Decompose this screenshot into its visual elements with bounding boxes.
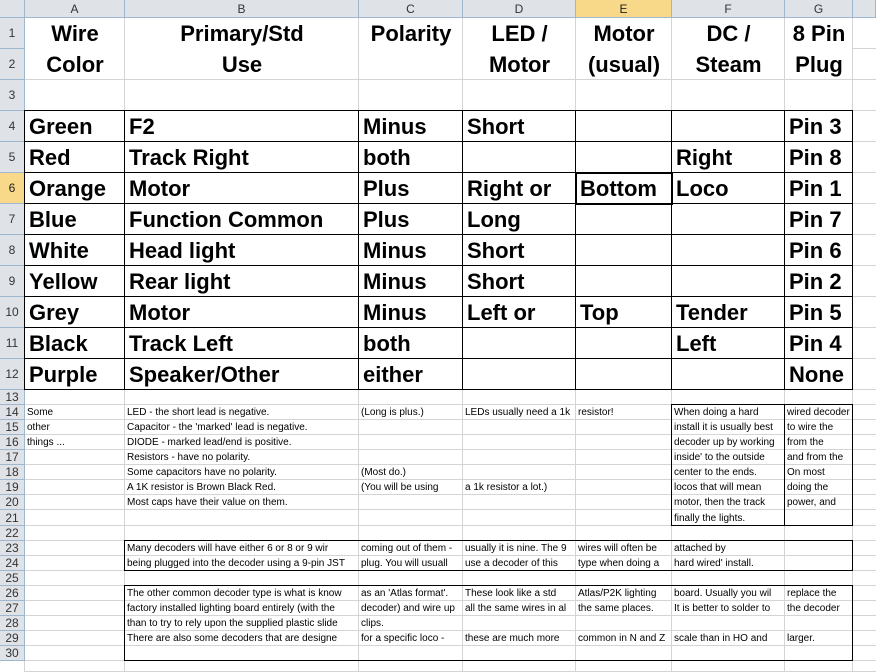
row-header-19[interactable]: 19 bbox=[0, 480, 25, 495]
box2-cell-E[interactable]: type when doing a bbox=[578, 558, 660, 569]
box2-cell-B[interactable]: Many decoders will have either 6 or 8 or 9 wir bbox=[127, 543, 329, 554]
box3-cell-C[interactable]: decoder) and wire up bbox=[361, 603, 455, 614]
header-cell-G-line1[interactable]: 8 Pin bbox=[792, 20, 846, 46]
box3-cell-G[interactable]: the decoder bbox=[787, 603, 840, 614]
wire-cell-F[interactable] bbox=[672, 204, 784, 235]
table-border-vertical bbox=[462, 110, 463, 390]
row-header-14[interactable]: 14 bbox=[0, 405, 25, 420]
wire-cell-G[interactable]: Pin 7 bbox=[789, 206, 842, 232]
wire-cell-G[interactable]: Pin 2 bbox=[789, 268, 842, 294]
wire-cell-A[interactable]: Yellow bbox=[29, 268, 98, 294]
notes-cell-E[interactable] bbox=[576, 510, 671, 526]
notes-cell-A[interactable] bbox=[25, 495, 124, 510]
wire-cell-B[interactable]: Track Left bbox=[129, 330, 233, 356]
box3-cell-C[interactable]: clips. bbox=[361, 618, 384, 629]
header-cell-C-line2[interactable] bbox=[359, 49, 463, 80]
table-border-horizontal bbox=[24, 234, 853, 235]
table-border-vertical bbox=[784, 110, 785, 390]
header-mask bbox=[785, 48, 852, 50]
table-border-horizontal bbox=[24, 203, 853, 204]
row-header-25[interactable]: 25 bbox=[0, 571, 25, 586]
row-header-16[interactable]: 16 bbox=[0, 435, 25, 450]
notes-cell-G[interactable]: to wire the bbox=[787, 422, 834, 433]
notes-cell-C[interactable] bbox=[359, 510, 462, 526]
row-header-27[interactable]: 27 bbox=[0, 601, 25, 616]
table-border-horizontal bbox=[24, 296, 853, 297]
header-cell-B-line1[interactable]: Primary/Std bbox=[180, 20, 304, 46]
table-border-horizontal bbox=[24, 358, 853, 359]
box3-cell-G[interactable]: larger. bbox=[787, 633, 815, 644]
wire-cell-B[interactable]: Track Right bbox=[129, 144, 249, 170]
header-mask bbox=[125, 48, 358, 50]
box2-cell-D[interactable]: usually it is nine. The 9 bbox=[465, 543, 567, 554]
row-header-13[interactable]: 13 bbox=[0, 390, 25, 405]
row-header-7[interactable]: 7 bbox=[0, 204, 25, 235]
box3-cell-B[interactable]: The other common decoder type is what is know bbox=[127, 588, 342, 599]
column-header-E[interactable]: E bbox=[576, 0, 672, 18]
box3-cell-F[interactable]: scale than in HO and bbox=[674, 633, 768, 644]
wire-cell-D[interactable] bbox=[463, 142, 575, 173]
notes-cell-D[interactable] bbox=[463, 510, 575, 526]
notes-cell-C[interactable] bbox=[359, 420, 462, 435]
box3-cell-B[interactable]: than to try to rely upon the supplied plastic slide bbox=[127, 618, 338, 629]
box2-border bbox=[852, 540, 853, 571]
notes-cell-F[interactable]: inside' to the outside bbox=[674, 452, 765, 463]
row-header-3[interactable]: 3 bbox=[0, 80, 25, 111]
table-border-horizontal bbox=[24, 172, 853, 173]
box2-cell-F[interactable]: attached by bbox=[674, 543, 726, 554]
row-header-26[interactable]: 26 bbox=[0, 586, 25, 601]
box3-cell-D[interactable]: these are much more bbox=[465, 633, 560, 644]
row-header-30[interactable]: 30 bbox=[0, 646, 25, 661]
box3-cell-D[interactable]: all the same wires in al bbox=[465, 603, 567, 614]
wire-cell-A[interactable]: Red bbox=[29, 144, 71, 170]
notes-cell-B[interactable] bbox=[125, 510, 358, 526]
wire-cell-G[interactable]: Pin 6 bbox=[789, 237, 842, 263]
wire-cell-C[interactable]: both bbox=[363, 144, 411, 170]
wire-cell-D[interactable]: Short bbox=[467, 268, 525, 294]
row-header-15[interactable]: 15 bbox=[0, 420, 25, 435]
wire-cell-G[interactable]: Pin 8 bbox=[789, 144, 842, 170]
wire-cell-A[interactable]: Black bbox=[29, 330, 88, 356]
wire-cell-F[interactable]: Right bbox=[676, 144, 733, 170]
header-cell-B-line2[interactable]: Use bbox=[221, 51, 263, 77]
column-header-F[interactable]: F bbox=[672, 0, 785, 18]
notes-cell-F[interactable]: When doing a hard bbox=[674, 407, 759, 418]
box2-cell-C[interactable]: plug. You will usuall bbox=[361, 558, 448, 569]
notes-cell-F[interactable]: motor, then the track bbox=[674, 497, 766, 508]
box2-cell-E[interactable]: wires will often be bbox=[578, 543, 657, 554]
header-cell-E-line1[interactable]: Motor bbox=[593, 20, 655, 46]
header-mask bbox=[25, 48, 124, 50]
box3-cell-B[interactable]: There are also some decoders that are designe bbox=[127, 633, 338, 644]
notes-cell-E[interactable] bbox=[576, 420, 671, 435]
table-border-vertical bbox=[24, 110, 25, 390]
box2-cell-C[interactable]: coming out of them - bbox=[361, 543, 453, 554]
box3-border bbox=[124, 585, 853, 586]
wire-cell-D[interactable] bbox=[463, 328, 575, 359]
row-header-21[interactable]: 21 bbox=[0, 510, 25, 526]
row-header-5[interactable]: 5 bbox=[0, 142, 25, 173]
wire-cell-B[interactable]: Rear light bbox=[129, 268, 231, 294]
wire-cell-G[interactable]: Pin 3 bbox=[789, 113, 842, 139]
box2-border bbox=[124, 540, 125, 571]
column-header-empty bbox=[853, 0, 876, 18]
box3-border bbox=[124, 585, 125, 661]
wire-cell-C[interactable]: Minus bbox=[363, 113, 427, 139]
notes-cell-D[interactable]: a 1k resistor a lot.) bbox=[465, 482, 548, 493]
wire-cell-C[interactable]: both bbox=[363, 330, 411, 356]
notes-box-border bbox=[671, 404, 853, 405]
header-cell-D-line2[interactable]: Motor bbox=[488, 51, 551, 77]
box3-cell-F[interactable]: board. Usually you wil bbox=[674, 588, 772, 599]
header-cell-C-line1[interactable]: Polarity bbox=[370, 20, 452, 46]
row-header-29[interactable]: 29 bbox=[0, 631, 25, 646]
box3-cell-G[interactable]: replace the bbox=[787, 588, 837, 599]
row-header-9[interactable]: 9 bbox=[0, 266, 25, 297]
wire-cell-B[interactable]: F2 bbox=[129, 113, 155, 139]
row-header-10[interactable]: 10 bbox=[0, 297, 25, 328]
notes-cell-B[interactable]: Resistors - have no polarity. bbox=[127, 452, 251, 463]
notes-box-border bbox=[671, 404, 672, 526]
notes-cell-D[interactable] bbox=[463, 420, 575, 435]
table-border-vertical bbox=[852, 110, 853, 390]
wire-cell-B[interactable]: Motor bbox=[129, 175, 191, 201]
wire-cell-B[interactable]: Function Common bbox=[129, 206, 324, 232]
box3-cell-F[interactable] bbox=[672, 616, 784, 631]
wire-cell-E[interactable]: Top bbox=[580, 299, 619, 325]
wire-cell-D[interactable]: Right or bbox=[467, 175, 552, 201]
wire-cell-D[interactable]: Short bbox=[467, 237, 525, 263]
column-header-C[interactable]: C bbox=[359, 0, 463, 18]
row-header-8[interactable]: 8 bbox=[0, 235, 25, 266]
column-header-B[interactable]: B bbox=[125, 0, 359, 18]
wire-cell-D[interactable]: Short bbox=[467, 113, 525, 139]
column-header-G[interactable]: G bbox=[785, 0, 853, 18]
row-header-6[interactable]: 6 bbox=[0, 173, 25, 204]
notes-cell-F[interactable]: center to the ends. bbox=[674, 467, 757, 478]
row-header-28[interactable]: 28 bbox=[0, 616, 25, 631]
notes-cell-B[interactable]: Most caps have their value on them. bbox=[127, 497, 288, 508]
box3-cell-E[interactable] bbox=[576, 616, 671, 631]
table-border-horizontal bbox=[24, 327, 853, 328]
notes-cell-C[interactable] bbox=[359, 495, 462, 510]
wire-cell-G[interactable]: Pin 5 bbox=[789, 299, 842, 325]
box3-cell-F[interactable]: It is better to solder to bbox=[674, 603, 771, 614]
box3-cell-E[interactable]: common in N and Z bbox=[578, 633, 666, 644]
wire-cell-D[interactable]: Long bbox=[467, 206, 521, 232]
box3-cell-E[interactable]: Atlas/P2K lighting bbox=[578, 588, 657, 599]
row-header-17[interactable]: 17 bbox=[0, 450, 25, 465]
box3-cell-D[interactable]: These look like a std bbox=[465, 588, 557, 599]
table-border-vertical bbox=[124, 110, 125, 390]
select-all-corner[interactable] bbox=[0, 0, 25, 18]
box2-cell-B[interactable]: being plugged into the decoder using a 9-pin JST bbox=[127, 558, 345, 569]
wire-cell-C[interactable]: either bbox=[363, 361, 423, 387]
wire-cell-E[interactable] bbox=[576, 359, 671, 390]
wire-cell-F[interactable] bbox=[672, 359, 784, 390]
box3-cell-C[interactable]: for a specific loco - bbox=[361, 633, 445, 644]
header-mask bbox=[359, 48, 462, 50]
row-header-1[interactable]: 1 bbox=[0, 18, 25, 49]
wire-cell-B[interactable]: Head light bbox=[129, 237, 236, 263]
header-cell-A-line1[interactable]: Wire bbox=[51, 20, 99, 46]
notes-cell-C[interactable] bbox=[359, 450, 462, 465]
wire-cell-E[interactable] bbox=[576, 142, 671, 173]
notes-cell-G[interactable]: On most bbox=[787, 467, 825, 478]
box3-cell-G[interactable] bbox=[785, 616, 852, 631]
wire-cell-C[interactable]: Plus bbox=[363, 175, 410, 201]
notes-cell-D[interactable] bbox=[463, 450, 575, 465]
notes-cell-D[interactable] bbox=[463, 465, 575, 480]
row-header-12[interactable]: 12 bbox=[0, 359, 25, 390]
wire-cell-D[interactable] bbox=[463, 359, 575, 390]
wire-cell-E[interactable] bbox=[576, 111, 671, 142]
notes-cell-A[interactable]: other bbox=[27, 422, 50, 433]
header-cell-F-line1[interactable]: DC / bbox=[706, 20, 751, 46]
box3-cell-D[interactable] bbox=[463, 616, 575, 631]
box2-border bbox=[124, 570, 853, 571]
notes-cell-C[interactable]: (Most do.) bbox=[361, 467, 407, 478]
notes-cell-F[interactable]: locos that will mean bbox=[674, 482, 762, 493]
wire-cell-F[interactable] bbox=[672, 111, 784, 142]
notes-cell-G[interactable] bbox=[785, 510, 852, 526]
wire-cell-A[interactable]: Green bbox=[29, 113, 93, 139]
box2-cell-F[interactable]: hard wired' install. bbox=[674, 558, 754, 569]
notes-cell-B[interactable]: DIODE - marked lead/end is positive. bbox=[127, 437, 292, 448]
wire-cell-C[interactable]: Minus bbox=[363, 299, 427, 325]
wire-cell-A[interactable]: Orange bbox=[29, 175, 107, 201]
wire-cell-B[interactable]: Motor bbox=[129, 299, 191, 325]
wire-cell-A[interactable]: White bbox=[29, 237, 89, 263]
box3-cell-E[interactable]: the same places. bbox=[578, 603, 654, 614]
table-border-horizontal bbox=[24, 389, 853, 390]
table-border-horizontal bbox=[24, 141, 853, 142]
wire-cell-C[interactable]: Minus bbox=[363, 237, 427, 263]
wire-cell-C[interactable]: Plus bbox=[363, 206, 410, 232]
notes-cell-A[interactable]: Some bbox=[27, 407, 54, 418]
wire-cell-F[interactable]: Loco bbox=[676, 175, 729, 201]
notes-cell-A[interactable] bbox=[25, 465, 124, 480]
wire-cell-A[interactable]: Purple bbox=[29, 361, 98, 387]
notes-cell-G[interactable]: doing the bbox=[787, 482, 829, 493]
wire-cell-F[interactable]: Tender bbox=[676, 299, 748, 325]
notes-cell-C[interactable]: (Long is plus.) bbox=[361, 407, 424, 418]
notes-box-border bbox=[671, 525, 853, 526]
row-header-2[interactable]: 2 bbox=[0, 49, 25, 80]
wire-cell-A[interactable]: Blue bbox=[29, 206, 77, 232]
wire-cell-E[interactable]: Bottom bbox=[580, 175, 657, 201]
header-cell-F-line2[interactable]: Steam bbox=[695, 51, 762, 77]
wire-cell-G[interactable]: Pin 4 bbox=[789, 330, 842, 356]
table-border-vertical bbox=[671, 110, 672, 390]
table-border-horizontal bbox=[24, 110, 853, 111]
header-mask bbox=[672, 48, 784, 50]
notes-cell-E[interactable] bbox=[576, 450, 671, 465]
table-border-vertical bbox=[575, 110, 576, 390]
notes-cell-G[interactable]: from the bbox=[787, 437, 824, 448]
wire-cell-A[interactable]: Grey bbox=[29, 299, 80, 325]
box3-border bbox=[852, 585, 853, 661]
notes-cell-E[interactable] bbox=[576, 465, 671, 480]
header-cell-D-line1[interactable]: LED / bbox=[491, 20, 548, 46]
header-cell-A-line2[interactable]: Color bbox=[46, 51, 104, 77]
notes-cell-B[interactable]: Some capacitors have no polarity. bbox=[127, 467, 277, 478]
wire-cell-E[interactable] bbox=[576, 204, 671, 235]
wire-cell-G[interactable]: Pin 1 bbox=[789, 175, 842, 201]
notes-cell-E[interactable]: resistor! bbox=[578, 407, 614, 418]
header-mask bbox=[463, 48, 575, 50]
wire-cell-F[interactable] bbox=[672, 266, 784, 297]
notes-box-border bbox=[852, 404, 853, 526]
notes-cell-G[interactable]: and from the bbox=[787, 452, 844, 463]
row-header-18[interactable]: 18 bbox=[0, 465, 25, 480]
notes-cell-F[interactable]: finally the lights. bbox=[674, 512, 746, 524]
box3-border bbox=[124, 660, 853, 661]
row-header-24[interactable]: 24 bbox=[0, 556, 25, 571]
row-header-20[interactable]: 20 bbox=[0, 495, 25, 510]
header-cell-G-line2[interactable]: Plug bbox=[795, 51, 843, 77]
box2-cell-D[interactable]: use a decoder of this bbox=[465, 558, 558, 569]
header-cell-E-line2[interactable]: (usual) bbox=[587, 51, 661, 77]
selected-cell-E6[interactable] bbox=[575, 172, 673, 205]
row-header-4[interactable]: 4 bbox=[0, 111, 25, 142]
notes-cell-D[interactable] bbox=[463, 435, 575, 450]
box2-border bbox=[124, 540, 853, 541]
notes-cell-B[interactable]: A 1K resistor is Brown Black Red. bbox=[127, 482, 276, 493]
wire-cell-E[interactable] bbox=[576, 266, 671, 297]
notes-cell-A[interactable] bbox=[25, 450, 124, 465]
box2-cell-G[interactable] bbox=[785, 556, 852, 571]
notes-cell-A[interactable]: things ... bbox=[27, 437, 65, 448]
wire-cell-B[interactable]: Speaker/Other bbox=[129, 361, 280, 387]
notes-box-border bbox=[784, 404, 785, 526]
header-mask bbox=[576, 48, 671, 50]
row-header-23[interactable]: 23 bbox=[0, 541, 25, 556]
wire-cell-G[interactable]: None bbox=[789, 361, 844, 387]
notes-cell-C[interactable]: (You will be using bbox=[361, 482, 439, 493]
notes-cell-F[interactable]: install it is usually best bbox=[674, 422, 773, 433]
notes-cell-G[interactable]: wired decoder bbox=[787, 407, 850, 418]
notes-cell-A[interactable] bbox=[25, 480, 124, 495]
notes-cell-B[interactable]: Capacitor - the 'marked' lead is negative. bbox=[127, 422, 308, 433]
row-header-22[interactable]: 22 bbox=[0, 526, 25, 541]
wire-cell-E[interactable] bbox=[576, 235, 671, 266]
wire-cell-D[interactable]: Left or bbox=[467, 299, 536, 325]
notes-cell-F[interactable]: decoder up by working bbox=[674, 437, 775, 448]
wire-cell-F[interactable]: Left bbox=[676, 330, 717, 356]
table-border-vertical bbox=[358, 110, 359, 390]
notes-cell-A[interactable] bbox=[25, 510, 124, 526]
column-header-D[interactable]: D bbox=[463, 0, 576, 18]
notes-cell-D[interactable]: LEDs usually need a 1k bbox=[465, 407, 571, 418]
box3-cell-B[interactable]: factory installed lighting board entirely (with the bbox=[127, 603, 335, 614]
notes-cell-D[interactable] bbox=[463, 495, 575, 510]
notes-cell-E[interactable] bbox=[576, 435, 671, 450]
notes-cell-B[interactable]: LED - the short lead is negative. bbox=[127, 407, 270, 418]
box3-cell-C[interactable]: as an 'Atlas format'. bbox=[361, 588, 449, 599]
notes-cell-G[interactable]: power, and bbox=[787, 497, 836, 508]
table-border-horizontal bbox=[24, 265, 853, 266]
notes-cell-C[interactable] bbox=[359, 435, 462, 450]
row-header-11[interactable]: 11 bbox=[0, 328, 25, 359]
wire-cell-F[interactable] bbox=[672, 235, 784, 266]
wire-cell-C[interactable]: Minus bbox=[363, 268, 427, 294]
column-header-A[interactable]: A bbox=[25, 0, 125, 18]
notes-cell-E[interactable] bbox=[576, 480, 671, 495]
box2-cell-G[interactable] bbox=[785, 541, 852, 556]
wire-cell-E[interactable] bbox=[576, 328, 671, 359]
notes-cell-E[interactable] bbox=[576, 495, 671, 510]
